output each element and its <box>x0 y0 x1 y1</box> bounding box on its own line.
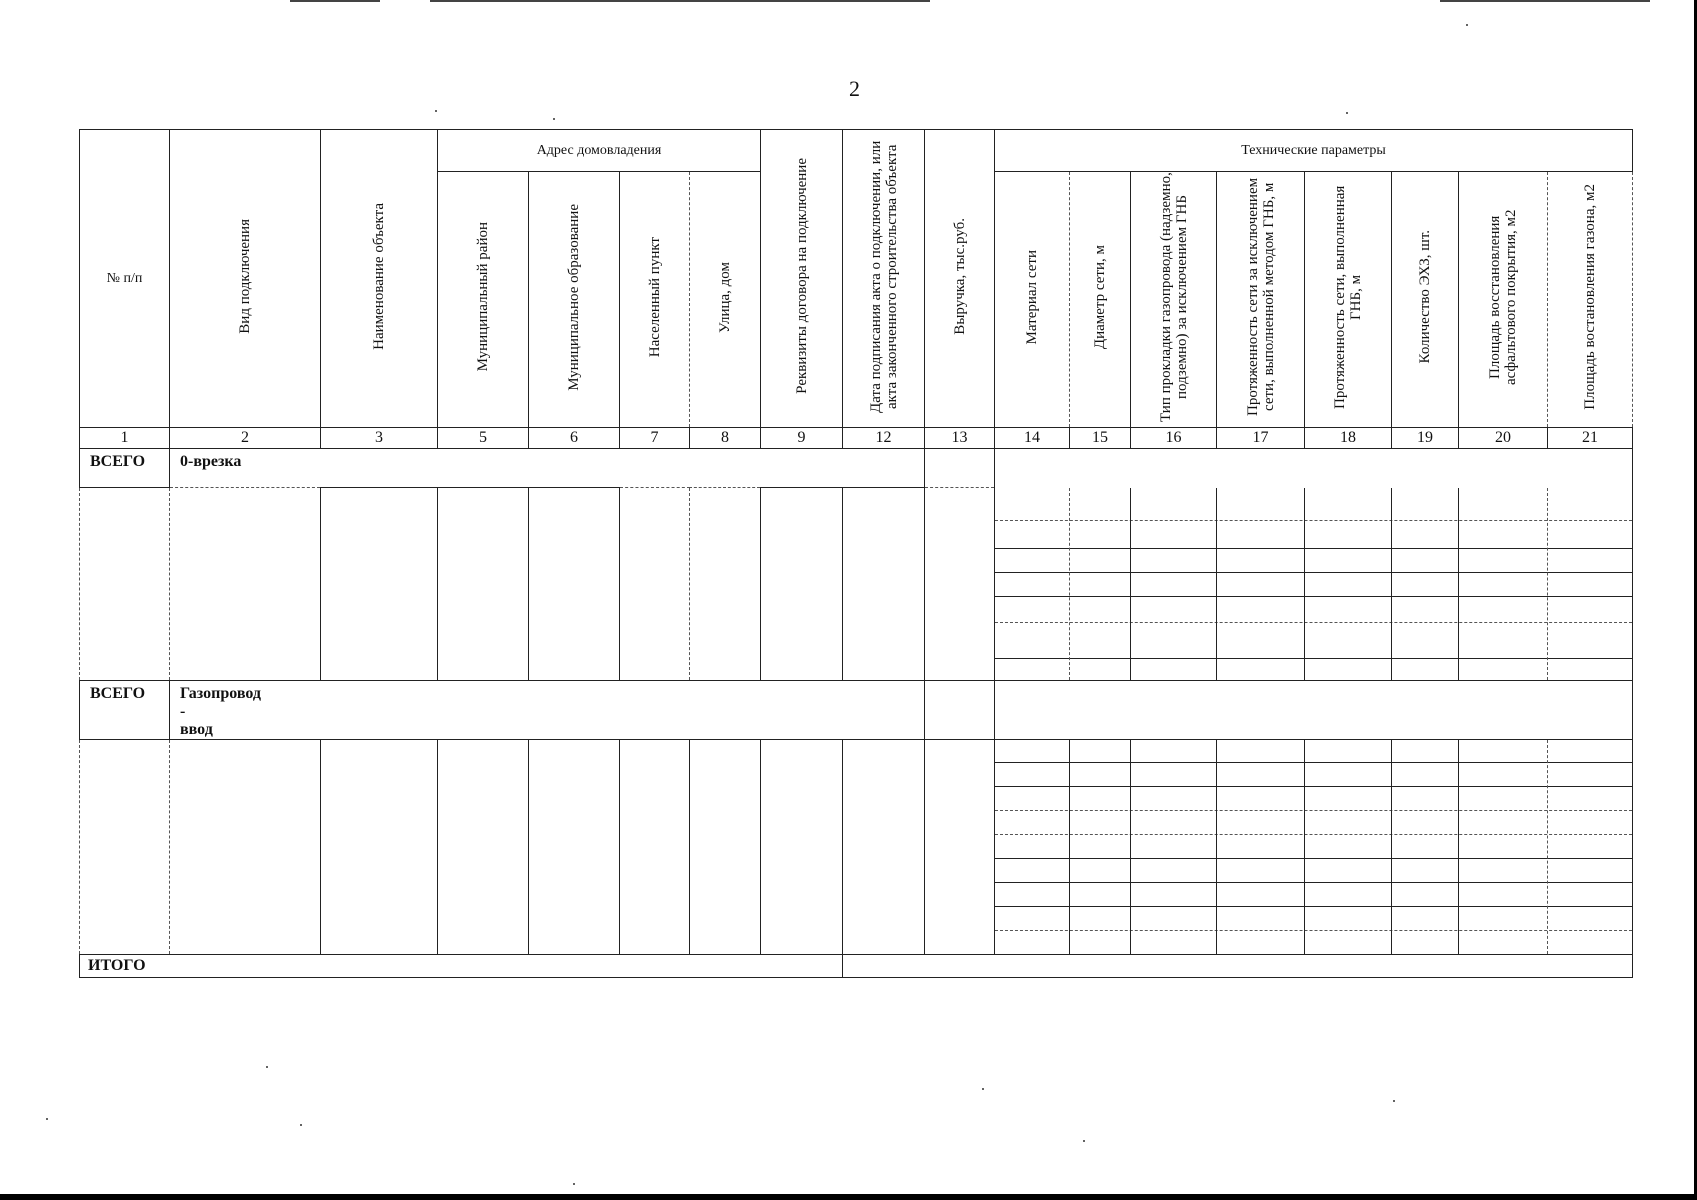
column-number-row <box>80 428 1633 449</box>
tech-col-line <box>1130 740 1131 954</box>
section-1-type-label: 0-врезка <box>170 449 925 488</box>
column-number: 17 <box>1217 428 1305 449</box>
group-technical: Технические параметры <box>995 130 1633 172</box>
grand-total-row <box>80 955 1633 978</box>
section-2-total-label: ВСЕГО <box>80 681 170 740</box>
tech-grid-line <box>995 786 1632 787</box>
section-2-cell-c5 <box>438 740 529 955</box>
group-address: Адрес домовладения <box>438 130 761 172</box>
column-number: 18 <box>1305 428 1392 449</box>
header-c3-text: Наименование объекта <box>371 202 387 350</box>
tech-grid-line <box>995 572 1632 573</box>
header-c7 <box>620 172 690 428</box>
header-c14 <box>995 172 1070 428</box>
section-1-cell-c12 <box>843 488 925 681</box>
tech-grid-line <box>995 762 1632 763</box>
tech-col-line <box>1216 488 1217 681</box>
scan-speck <box>300 1124 302 1126</box>
header-c2-text: Вид подключения <box>237 218 253 334</box>
tech-col-line <box>1304 488 1305 681</box>
header-c14-text: Материал сети <box>1024 249 1040 345</box>
header-c15-text: Диаметр сети, м <box>1092 244 1108 350</box>
scan-speck <box>573 1183 575 1185</box>
header-c19-text: Количество ЭХЗ, шт. <box>1417 230 1433 364</box>
tech-col-line <box>1391 488 1392 681</box>
tech-grid-line <box>995 596 1632 597</box>
header-c1-text: № п/п <box>106 270 143 286</box>
header-c5 <box>438 172 529 428</box>
tech-col-line <box>1547 488 1548 681</box>
scan-speck <box>553 118 555 120</box>
header-c2 <box>170 130 321 428</box>
header-c20-text: Площадь восстановления асфальтового покрытия, м2 <box>1487 209 1519 385</box>
page-number: 2 <box>849 76 860 101</box>
header-c8-text: Улица, дом <box>717 261 733 333</box>
tech-col-line <box>1304 740 1305 954</box>
header-c12 <box>843 130 925 428</box>
section-2-cell-c12 <box>843 740 925 955</box>
top-rule-right <box>1440 0 1650 2</box>
header-row-top <box>80 130 1633 172</box>
column-number: 2 <box>170 428 321 449</box>
tech-col-line <box>1458 740 1459 954</box>
column-number: 3 <box>321 428 438 449</box>
header-c6 <box>529 172 620 428</box>
connection-report-table <box>79 129 1633 978</box>
section-2-cell-c9 <box>761 740 843 955</box>
column-number: 20 <box>1459 428 1548 449</box>
section-2-tech-header-cell <box>995 681 1633 740</box>
tech-col-line <box>1069 488 1070 681</box>
section-1-total-label: ВСЕГО <box>80 449 170 488</box>
section-2-cell-c6 <box>529 740 620 955</box>
grand-total-values-cell <box>843 955 1633 978</box>
section-2-cell-c8 <box>690 740 761 955</box>
grand-total-label: ИТОГО <box>80 955 843 978</box>
section-1-cell-c8 <box>690 488 761 681</box>
column-number: 9 <box>761 428 843 449</box>
header-c18 <box>1305 172 1392 428</box>
tech-col-line <box>1547 740 1548 954</box>
scan-speck <box>1346 112 1348 114</box>
header-c9-text: Реквизиты договора на подключение <box>793 158 810 394</box>
column-number: 14 <box>995 428 1070 449</box>
header-c9 <box>761 130 843 428</box>
section-2-cell-c7 <box>620 740 690 955</box>
header-c18-text: Протяженность сети, выполненная ГНБ, м <box>1332 185 1364 409</box>
column-number: 16 <box>1131 428 1217 449</box>
header-c13 <box>925 130 995 428</box>
scan-speck <box>1466 24 1468 26</box>
column-number: 6 <box>529 428 620 449</box>
header-c20 <box>1459 172 1548 428</box>
header-c17-text: Протяженность сети за исключением сети, выполненной методом ГНБ, м <box>1244 177 1277 417</box>
tech-grid-line <box>995 834 1632 835</box>
header-c17 <box>1217 172 1305 428</box>
column-number: 13 <box>925 428 995 449</box>
tech-grid-line <box>995 622 1632 623</box>
header-c15 <box>1070 172 1131 428</box>
header-c16 <box>1131 172 1217 428</box>
tech-col-line <box>1391 740 1392 954</box>
scan-speck <box>982 1088 984 1090</box>
tech-col-line <box>1458 488 1459 681</box>
top-rule-center <box>430 0 930 2</box>
tech-grid-line <box>995 520 1632 521</box>
section-1-header-row <box>80 449 1633 488</box>
header-c8 <box>690 172 761 428</box>
column-number: 8 <box>690 428 761 449</box>
scan-speck <box>1083 1140 1085 1142</box>
section-2-type-label: Газопровод - ввод <box>170 681 925 740</box>
scan-speck <box>1393 1100 1395 1102</box>
section-1-cell-c1 <box>80 488 170 681</box>
section-1-cell-c5 <box>438 488 529 681</box>
tech-grid-line <box>995 548 1632 549</box>
section-1-body-row <box>80 488 1633 681</box>
header-c21 <box>1548 172 1633 428</box>
section-1-cell-c6 <box>529 488 620 681</box>
tech-col-line <box>1130 488 1131 681</box>
header-c16-text: Тип прокладки газопровода (надземно, подземно) за исключением ГНБ <box>1157 172 1190 422</box>
section-2-cell-c3 <box>321 740 438 955</box>
column-number: 15 <box>1070 428 1131 449</box>
header-c7-text: Населенный пункт <box>646 236 663 358</box>
section-1-cell-c9 <box>761 488 843 681</box>
scan-speck <box>435 110 437 112</box>
section-1-tech-block <box>995 488 1633 681</box>
header-c13-text: Выручка, тыс.руб. <box>951 217 968 335</box>
section-1-cell-c7 <box>620 488 690 681</box>
column-number: 19 <box>1392 428 1459 449</box>
section-2-cell-c2 <box>170 740 321 955</box>
section-2-header-row <box>80 681 1633 740</box>
tech-grid-line <box>995 882 1632 883</box>
section-1-cell-c3 <box>321 488 438 681</box>
column-number: 12 <box>843 428 925 449</box>
section-2-body-row <box>80 740 1633 955</box>
tech-grid-line <box>995 906 1632 907</box>
section-1-cell-c2 <box>170 488 321 681</box>
tech-grid-line <box>995 810 1632 811</box>
section-1-tech-header-cell <box>995 449 1633 488</box>
section-2-revenue-cell <box>925 681 995 740</box>
section-2-cell-c13 <box>925 740 995 955</box>
scan-speck <box>46 1118 48 1120</box>
column-number: 7 <box>620 428 690 449</box>
column-number: 1 <box>80 428 170 449</box>
header-c5-text: Муниципальный район <box>475 222 491 372</box>
column-number: 21 <box>1548 428 1633 449</box>
column-number: 5 <box>438 428 529 449</box>
header-c6-text: Муниципальное образование <box>566 203 582 391</box>
scan-edge-bottom <box>0 1194 1697 1200</box>
section-2-cell-c1 <box>80 740 170 955</box>
section-2-tech-block <box>995 740 1633 955</box>
section-1-cell-c13 <box>925 488 995 681</box>
tech-grid-line <box>995 930 1632 931</box>
tech-grid-line <box>995 858 1632 859</box>
tech-grid-line <box>995 658 1632 659</box>
tech-col-line <box>1069 740 1070 954</box>
section-1-revenue-cell <box>925 449 995 488</box>
scan-speck <box>266 1066 268 1068</box>
top-rule-left <box>290 0 380 2</box>
header-c1 <box>80 130 170 428</box>
tech-col-line <box>1216 740 1217 954</box>
header-c3 <box>321 130 438 428</box>
header-c19 <box>1392 172 1459 428</box>
header-c21-text: Площадь востановления газона, м2 <box>1582 184 1599 410</box>
header-c12-text: Дата подписания акта о подключении, или акта законченного строительства объекта <box>867 139 900 413</box>
